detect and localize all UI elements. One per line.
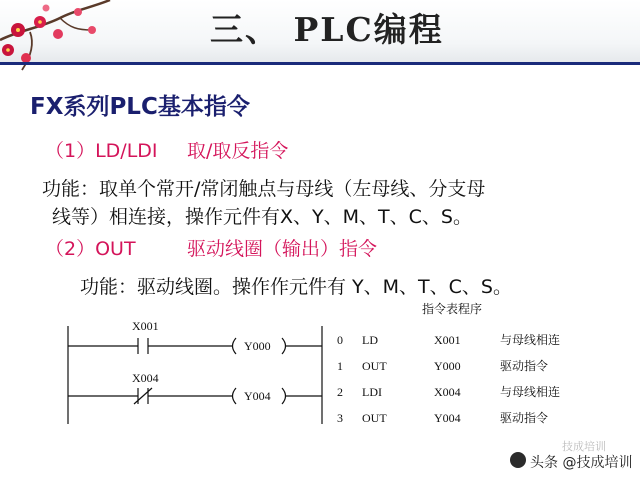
instruction-op: OUT — [362, 411, 387, 425]
instruction-op: OUT — [362, 359, 387, 373]
function-text-out: 功能：驱动线圈。操作作元件有 Y、M、T、C、S。 — [80, 276, 512, 298]
program-table-title: 指令表程序 — [422, 302, 483, 316]
coil-y004-left-arc — [233, 388, 237, 404]
ladder-and-program-diagram — [60, 300, 620, 450]
subheading-ld-ldi-description: 取/取反指令 — [187, 140, 289, 162]
instruction-operand: X004 — [434, 385, 461, 399]
function-text-ld-line2: 线等）相连接，操作元件有X、Y、M、T、C、S。 — [52, 206, 472, 228]
program-table — [337, 332, 560, 425]
instruction-op: LDI — [362, 385, 382, 399]
watermark-faded-text: 技成培训 — [562, 440, 606, 453]
table-row — [337, 384, 560, 399]
contact-label-x001: X001 — [132, 319, 159, 333]
table-row — [337, 332, 560, 347]
coil-label-y000: Y000 — [244, 339, 271, 353]
instruction-note: 驱动指令 — [500, 359, 549, 373]
instruction-op: LD — [362, 333, 378, 347]
coil-y000-left-arc — [233, 338, 237, 354]
step-number: 0 — [337, 333, 343, 347]
watermark-text: 头条 @技成培训 — [530, 455, 633, 471]
subheading-ld-ldi — [45, 136, 288, 163]
instruction-note: 与母线相连 — [500, 385, 561, 399]
coil-label-y004: Y004 — [244, 389, 271, 403]
instruction-operand: Y004 — [434, 411, 461, 425]
subheading-ld-ldi-command: （1）LD/LDI — [45, 140, 158, 162]
plum-blossom-decoration — [0, 0, 130, 80]
coil-y004-right-arc — [282, 388, 286, 404]
step-number: 2 — [337, 385, 343, 399]
watermark-logo-icon — [510, 452, 526, 468]
step-number: 3 — [337, 411, 343, 425]
instruction-operand: X001 — [434, 333, 461, 347]
table-row — [337, 358, 548, 373]
contact-label-x004: X004 — [132, 371, 159, 385]
header-divider — [0, 62, 640, 65]
table-row — [337, 410, 548, 425]
subheading-out-command: （2）OUT — [45, 238, 136, 260]
ladder-diagram — [68, 326, 322, 424]
subheading-out — [45, 234, 377, 261]
slide-title: 三、 PLC编程 — [210, 10, 444, 49]
step-number: 1 — [337, 359, 343, 373]
section-heading: FX系列PLC基本指令 — [30, 94, 250, 120]
coil-y000-right-arc — [282, 338, 286, 354]
instruction-note: 驱动指令 — [500, 411, 549, 425]
function-text-ld-line1: 功能：取单个常开/常闭触点与母线（左母线、分支母 — [42, 178, 486, 200]
instruction-operand: Y000 — [434, 359, 461, 373]
instruction-note: 与母线相连 — [500, 333, 561, 347]
subheading-out-description: 驱动线圈（输出）指令 — [187, 238, 378, 260]
